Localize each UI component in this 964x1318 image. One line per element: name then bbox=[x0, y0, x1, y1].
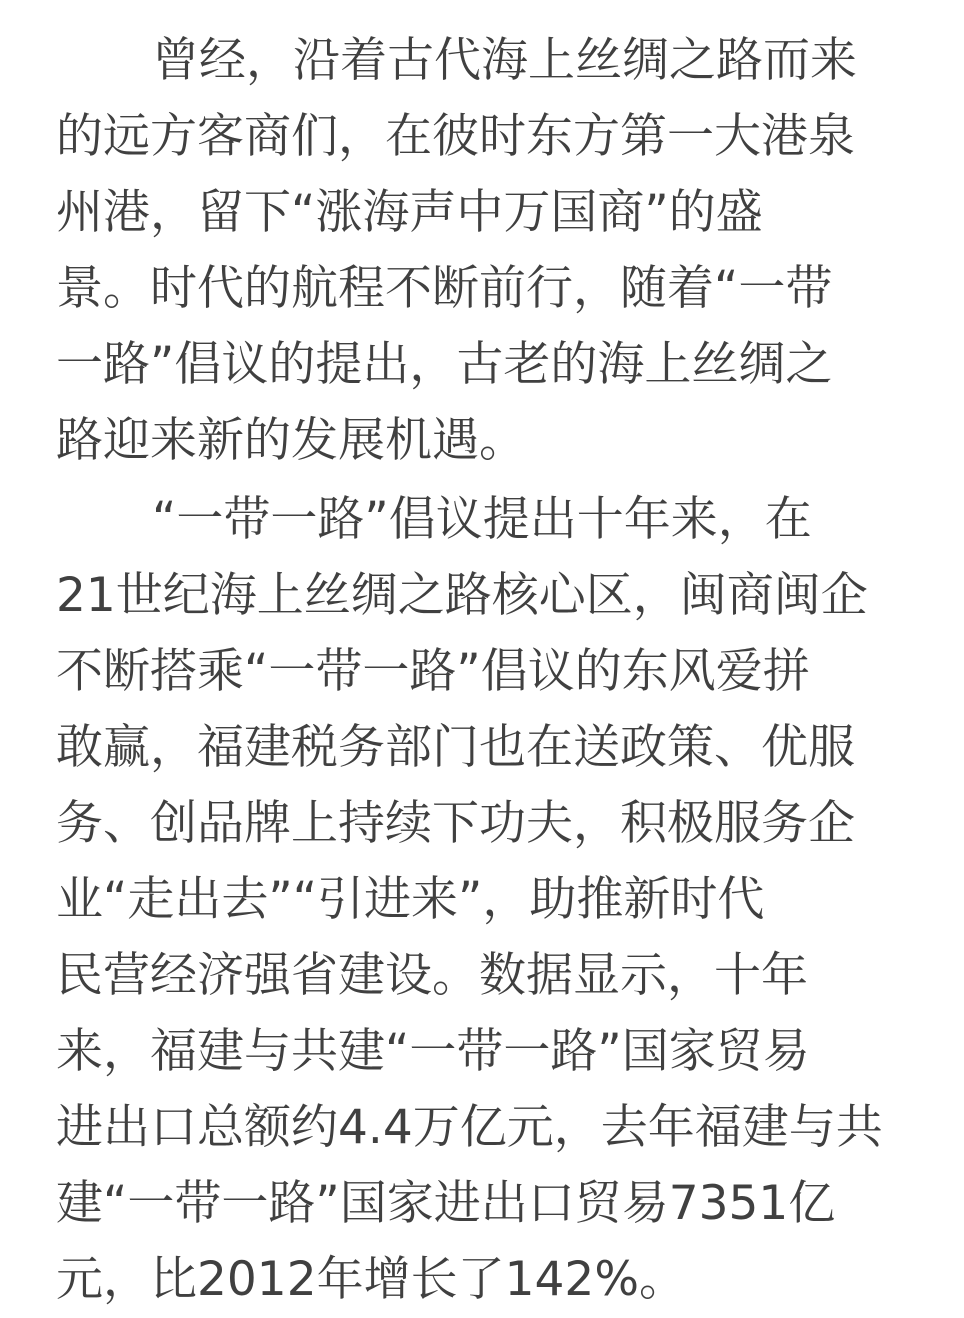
text-line: 敢赢，福建税务部门也在送政策、优服 bbox=[56, 720, 855, 775]
text-line: 一路”倡议的提出，古老的海上丝绸之 bbox=[56, 337, 833, 392]
text-line: 州港，留下“涨海声中万国商”的盛 bbox=[56, 185, 763, 240]
text-line: 建“一带一路”国家进出口贸易7351亿 bbox=[56, 1176, 836, 1231]
text-line: 业“走出去”“引进来”，助推新时代 bbox=[56, 872, 765, 927]
text-line: 21世纪海上丝绸之路核心区，闽商闽企 bbox=[56, 568, 868, 623]
text-line: 元，比2012年增长了142%。 bbox=[56, 1252, 686, 1307]
text-line: 路迎来新的发展机遇。 bbox=[56, 413, 526, 468]
text-line: 不断搭乘“一带一路”倡议的东风爱拼 bbox=[56, 644, 810, 699]
text-line: 民营经济强省建设。数据显示，十年 bbox=[56, 948, 808, 1003]
text-line: 进出口总额约4.4万亿元，去年福建与共 bbox=[56, 1100, 883, 1155]
text-line: 景。时代的航程不断前行，随着“一带 bbox=[56, 261, 833, 316]
text-line: “一带一路”倡议提出十年来，在 bbox=[152, 492, 812, 547]
text-line: 务、创品牌上持续下功夫，积极服务企 bbox=[56, 796, 855, 851]
text-line: 曾经，沿着古代海上丝绸之路而来 bbox=[152, 33, 857, 88]
text-line: 来，福建与共建“一带一路”国家贸易 bbox=[56, 1024, 810, 1079]
text-line: 的远方客商们，在彼时东方第一大港泉 bbox=[56, 109, 855, 164]
